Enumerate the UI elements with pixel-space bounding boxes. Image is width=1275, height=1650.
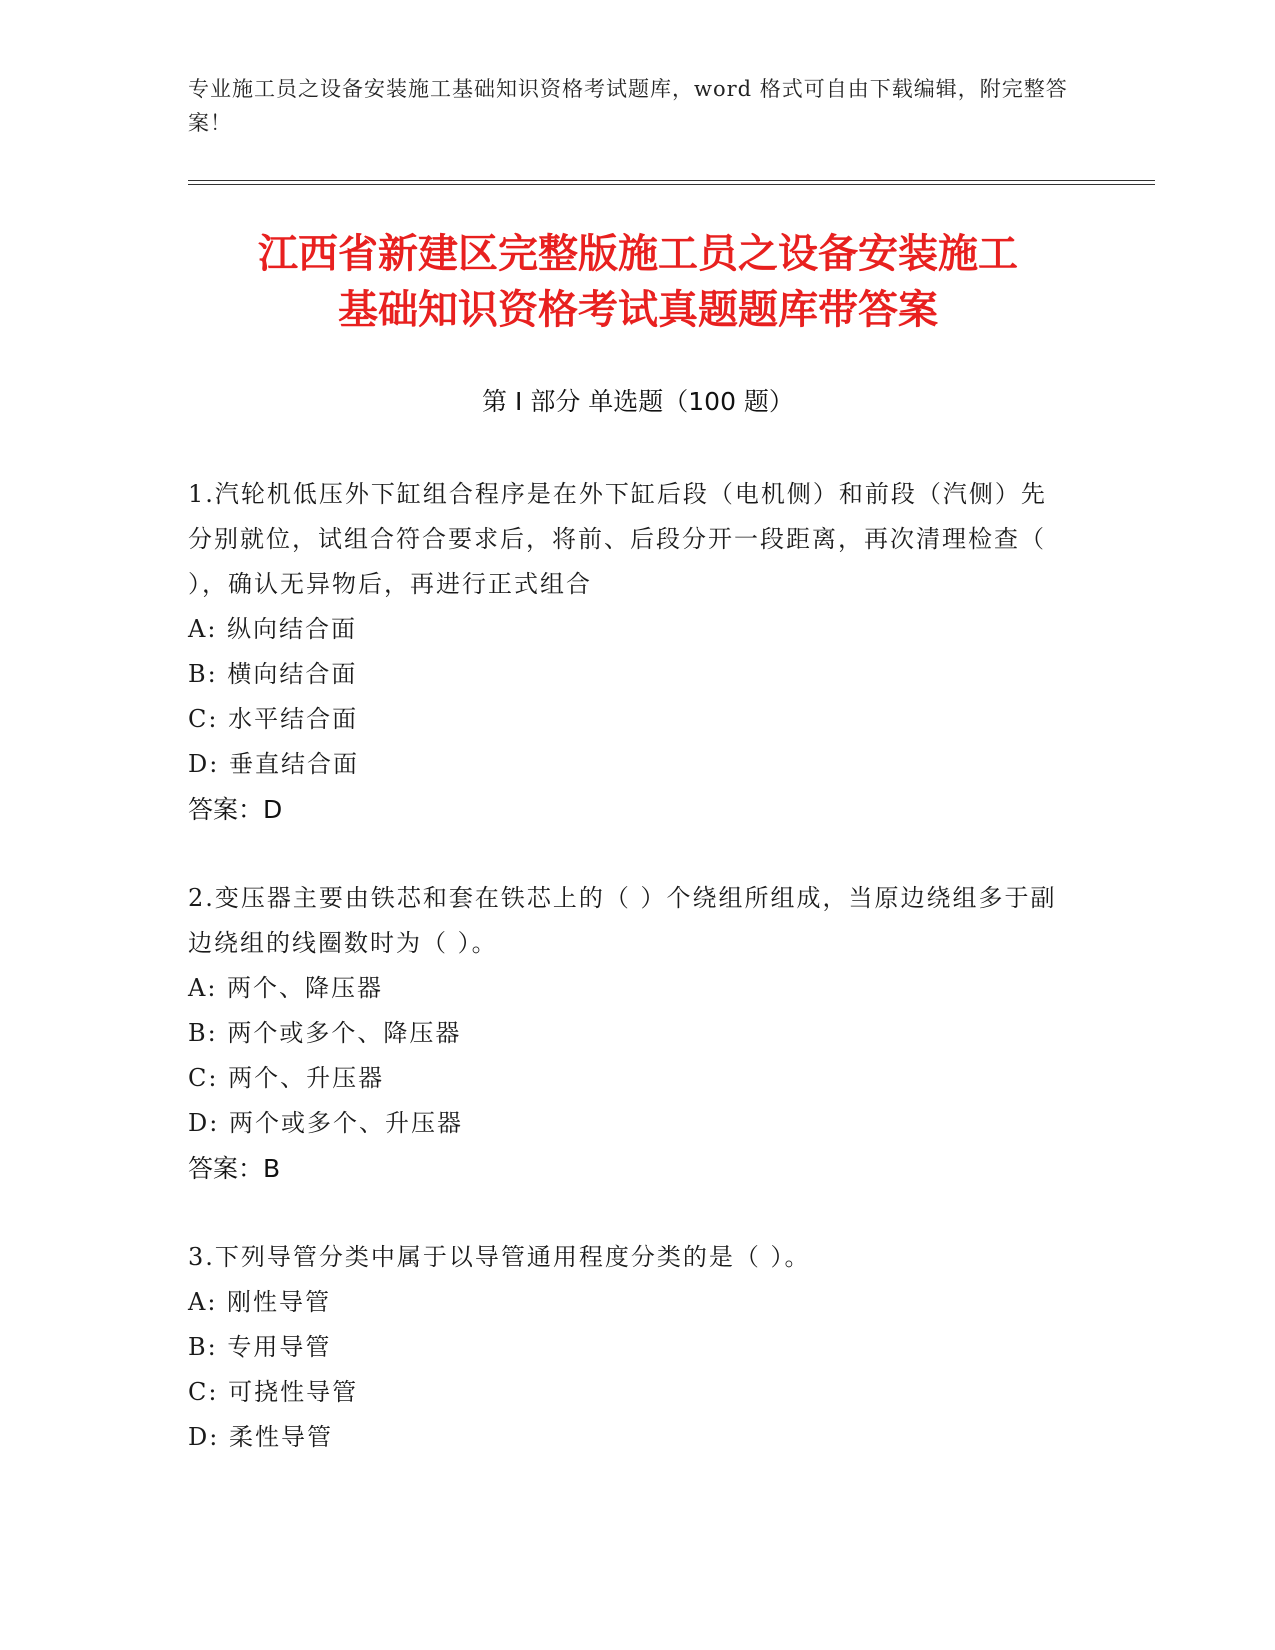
option-b: B: 两个或多个、降压器	[188, 1019, 462, 1047]
question-list	[188, 472, 1068, 1504]
header-divider	[188, 180, 1155, 185]
option-c: C: 可挠性导管	[188, 1378, 359, 1406]
option-c: C: 两个、升压器	[188, 1064, 385, 1092]
option-d: D: 柔性导管	[188, 1423, 333, 1451]
option-b: B: 专用导管	[188, 1333, 332, 1361]
option-d: D: 垂直结合面	[188, 750, 359, 778]
document-title-line-2: 基础知识资格考试真题题库带答案	[338, 287, 938, 333]
document-title	[188, 226, 1088, 338]
document-title-line-1: 江西省新建区完整版施工员之设备安装施工	[258, 231, 1018, 277]
answer: 答案：B	[188, 1154, 281, 1183]
option-d: D: 两个或多个、升压器	[188, 1109, 463, 1137]
question-2	[188, 876, 1068, 1191]
header-note: 专业施工员之设备安装施工基础知识资格考试题库，word 格式可自由下载编辑，附完整答案！	[188, 77, 1068, 135]
option-a: A: 两个、降压器	[188, 974, 384, 1002]
option-b: B: 横向结合面	[188, 660, 358, 688]
question-stem: 3.下列导管分类中属于以导管通用程度分类的是（ ）。	[188, 1243, 811, 1271]
option-c: C: 水平结合面	[188, 705, 359, 733]
option-a: A: 刚性导管	[188, 1288, 332, 1316]
question-1	[188, 472, 1068, 832]
question-stem: 2.变压器主要由铁芯和套在铁芯上的（ ）个绕组所组成，当原边绕组多于副边绕组的线圈数时为（ ）。	[188, 884, 1057, 957]
question-3	[188, 1235, 1068, 1460]
question-stem: 1.汽轮机低压外下缸组合程序是在外下缸后段（电机侧）和前段（汽侧）先分别就位，试组合符合要求后，将前、后段分开一段距离，再次清理检查（ ），确认无异物后，再进行正式组合	[188, 480, 1047, 598]
answer: 答案：D	[188, 795, 283, 824]
option-a: A: 纵向结合面	[188, 615, 358, 643]
section-title: 第 I 部分 单选题（100 题）	[482, 387, 794, 416]
